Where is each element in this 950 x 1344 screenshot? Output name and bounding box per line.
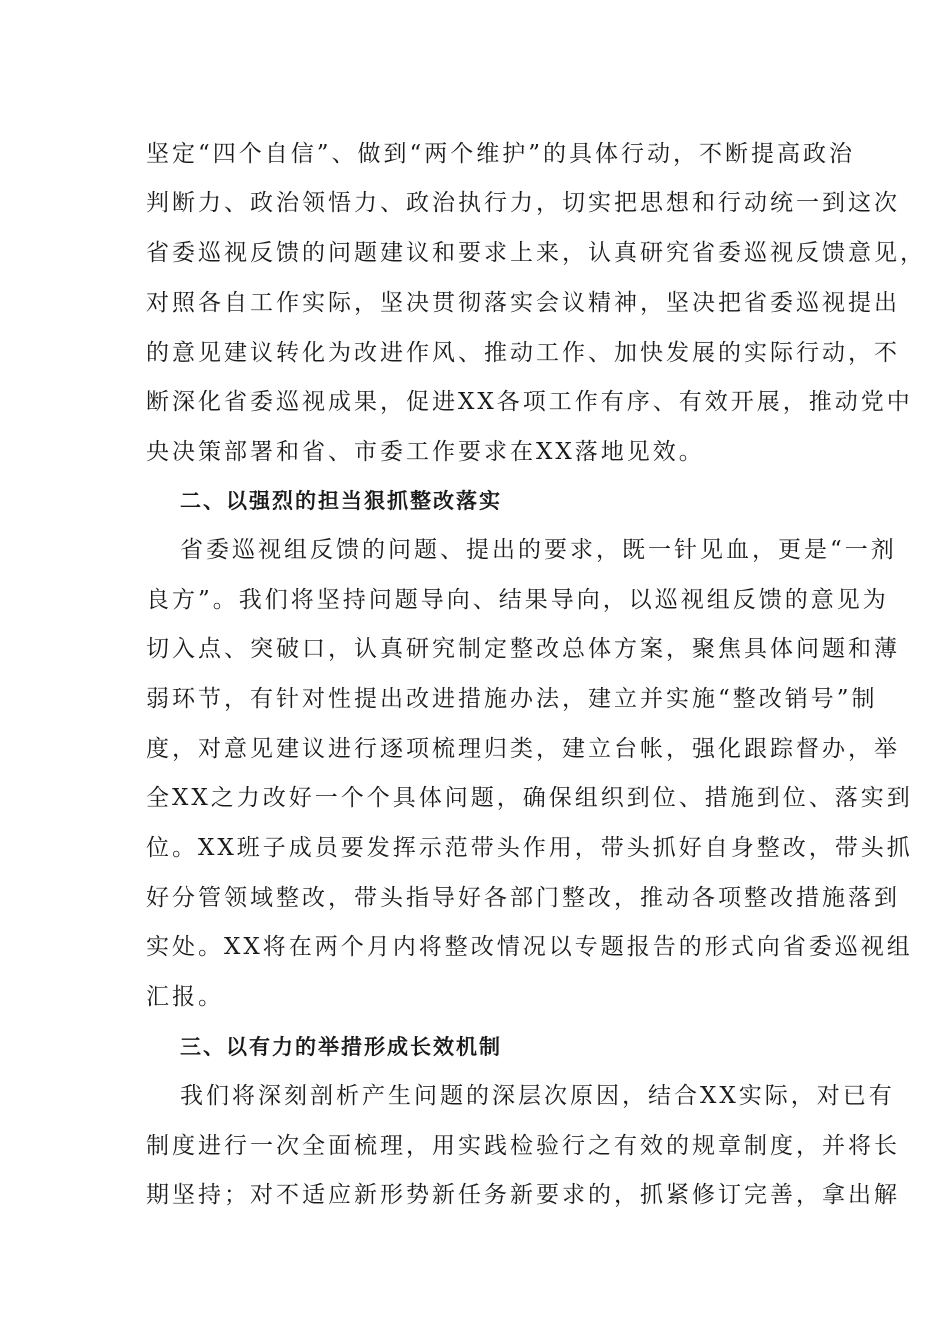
para1-line: 判断力、政治领悟力、政治执行力，切实把思想和行动统一到这次 bbox=[146, 190, 900, 216]
para1-line: 省委巡视反馈的问题建议和要求上来，认真研究省委巡视反馈意见， bbox=[146, 240, 926, 266]
para1-line: 的意见建议转化为改进作风、推动工作、加快发展的实际行动，不 bbox=[146, 340, 900, 366]
para1-line: 对照各自工作实际，坚决贯彻落实会议精神，坚决把省委巡视提出 bbox=[146, 290, 900, 316]
para2-line: 弱环节，有针对性提出改进措施办法，建立并实施“整改销号”制 bbox=[146, 686, 878, 712]
para2-line: 全XX之力改好一个个具体问题，确保组织到位、措施到位、落实到 bbox=[146, 785, 913, 811]
section-heading-3: 三、以有力的举措形成长效机制 bbox=[180, 1035, 502, 1059]
para2-line: 好分管领域整改，带头指导好各部门整改，推动各项整改措施落到 bbox=[146, 885, 900, 911]
para3-line: 期坚持；对不适应新形势新任务新要求的，抓紧修订完善，拿出解 bbox=[146, 1182, 900, 1208]
para1-line: 坚定“四个自信”、做到“两个维护”的具体行动，不断提高政治 bbox=[146, 141, 856, 167]
para2-line: 省委巡视组反馈的问题、提出的要求，既一针见血，更是“一剂 bbox=[180, 537, 897, 563]
para3-line: 我们将深刻剖析产生问题的深层次原因，结合XX实际，对已有 bbox=[180, 1083, 895, 1109]
para2-line: 实处。XX将在两个月内将整改情况以专题报告的形式向省委巡视组 bbox=[146, 934, 913, 960]
para2-line: 度，对意见建议进行逐项梳理归类，建立台帐，强化跟踪督办，举 bbox=[146, 736, 900, 762]
para1-line: 央决策部署和省、市委工作要求在XX落地见效。 bbox=[146, 439, 705, 465]
para2-line: 汇报。 bbox=[146, 984, 224, 1010]
section-heading-2: 二、以强烈的担当狠抓整改落实 bbox=[180, 489, 502, 513]
para2-line: 良方”。我们将坚持问题导向、结果导向，以巡视组反馈的意见为 bbox=[146, 587, 889, 613]
para2-line: 切入点、突破口，认真研究制定整改总体方案，聚焦具体问题和薄 bbox=[146, 636, 900, 662]
para3-line: 制度进行一次全面梳理，用实践检验行之有效的规章制度，并将长 bbox=[146, 1133, 900, 1159]
para1-line: 断深化省委巡视成果，促进XX各项工作有序、有效开展，推动党中 bbox=[146, 389, 913, 415]
para2-line: 位。XX班子成员要发挥示范带头作用，带头抓好自身整改，带头抓 bbox=[146, 835, 913, 861]
